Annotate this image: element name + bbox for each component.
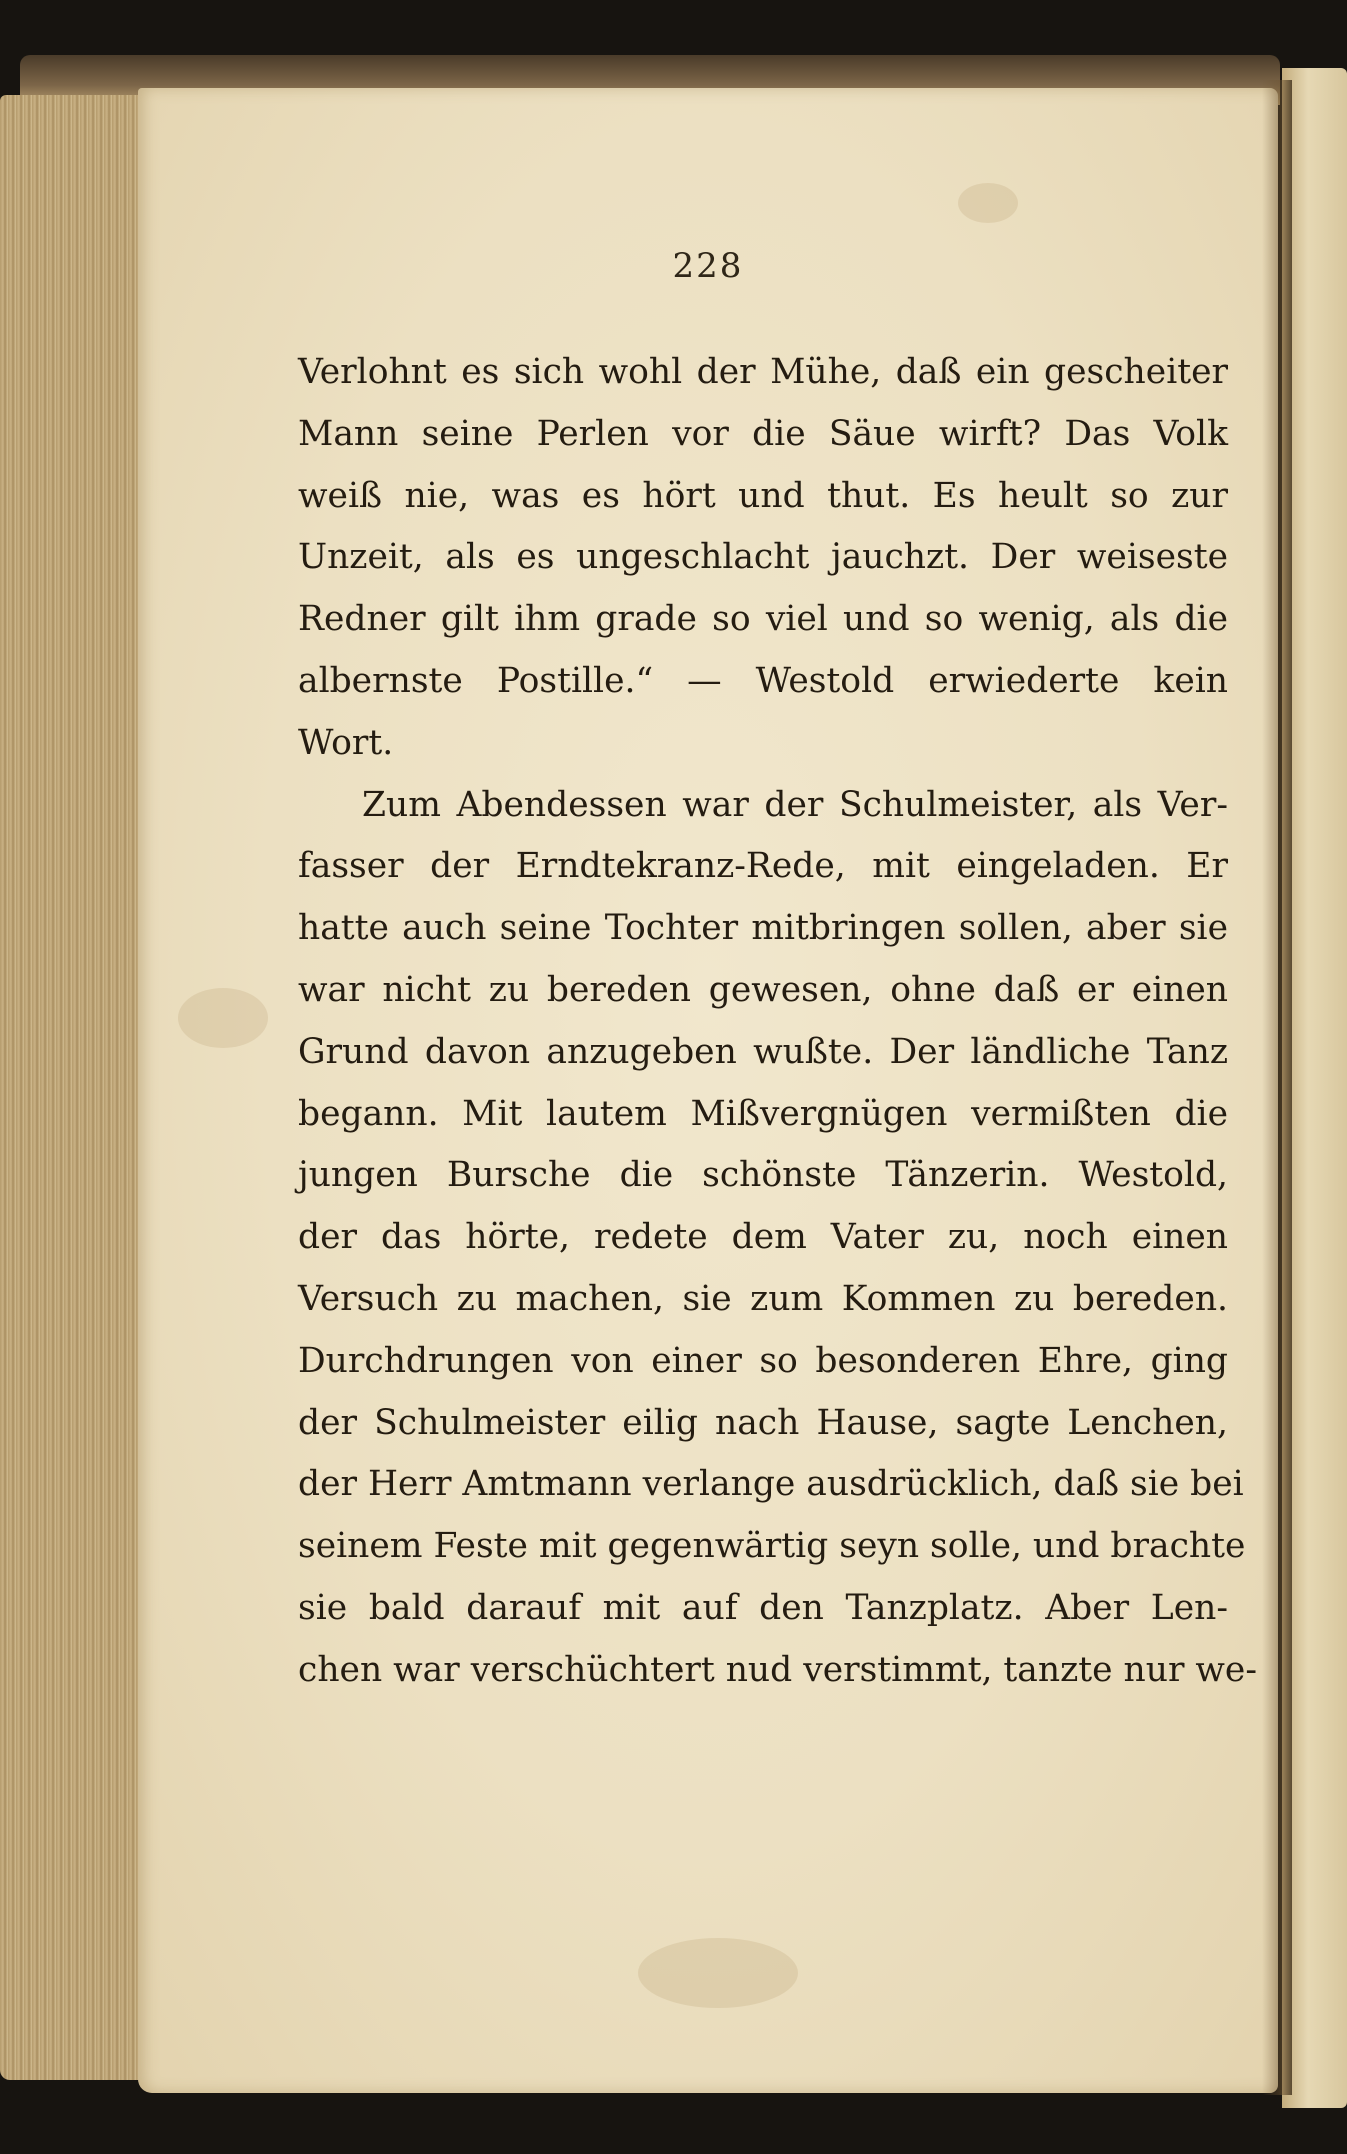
text-line: sie bald darauf mit auf den Tanzplatz. Aber Len-	[298, 1587, 1228, 1628]
body-text	[298, 342, 1258, 1702]
text-line: begann. Mit lautem Mißvergnügen vermißten die	[298, 1093, 1228, 1134]
page-number: 228	[672, 246, 744, 286]
text-line: Wort.	[298, 722, 394, 763]
gutter-shadow	[1262, 80, 1292, 2095]
text-line: jungen Bursche die schönste Tänzerin. Westold,	[298, 1155, 1228, 1196]
text-line: seinem Feste mit gegenwärtig seyn solle, und brachte	[298, 1526, 1246, 1567]
book-page-edges	[0, 95, 140, 2080]
text-line: der das hörte, redete dem Vater zu, noch einen	[298, 1217, 1228, 1258]
text-line: chen war verschüchtert nud verstimmt, tanzte nur we-	[298, 1649, 1258, 1690]
text-line: Mann seine Perlen vor die Säue wirft? Das Volk	[298, 413, 1228, 454]
text-line: albernste Postille.“ — Westold erwiederte kein	[298, 660, 1228, 701]
text-line: der Herr Amtmann verlange ausdrücklich, daß sie bei	[298, 1464, 1244, 1505]
text-line: fasser der Erndtekranz-Rede, mit eingeladen. Er	[298, 846, 1228, 887]
text-line: Verlohnt es sich wohl der Mühe, daß ein gescheiter	[298, 352, 1228, 392]
text-line: der Schulmeister eilig nach Hause, sagte Lenchen,	[298, 1402, 1228, 1443]
text-line: Redner gilt ihm grade so viel und so wenig, als die	[298, 599, 1228, 640]
text-line: Versuch zu machen, sie zum Kommen zu bereden.	[298, 1278, 1228, 1319]
paper-stain	[638, 1938, 798, 2008]
paper-stain	[178, 988, 268, 1048]
text-line: Unzeit, als es ungeschlacht jauchzt. Der weiseste	[298, 537, 1228, 578]
paper-stain	[958, 183, 1018, 223]
text-line: war nicht zu bereden gewesen, ohne daß er einen	[298, 969, 1228, 1010]
text-line: Zum Abendessen war der Schulmeister, als Ver-	[362, 784, 1228, 825]
text-line: hatte auch seine Tochter mitbringen sollen, aber sie	[298, 908, 1228, 949]
text-line: Durchdrungen von einer so besonderen Ehre, ging	[298, 1340, 1228, 1381]
text-line: weiß nie, was es hört und thut. Es heult so zur	[298, 475, 1228, 516]
text-line: Grund davon anzugeben wußte. Der ländliche Tanz	[298, 1031, 1228, 1072]
